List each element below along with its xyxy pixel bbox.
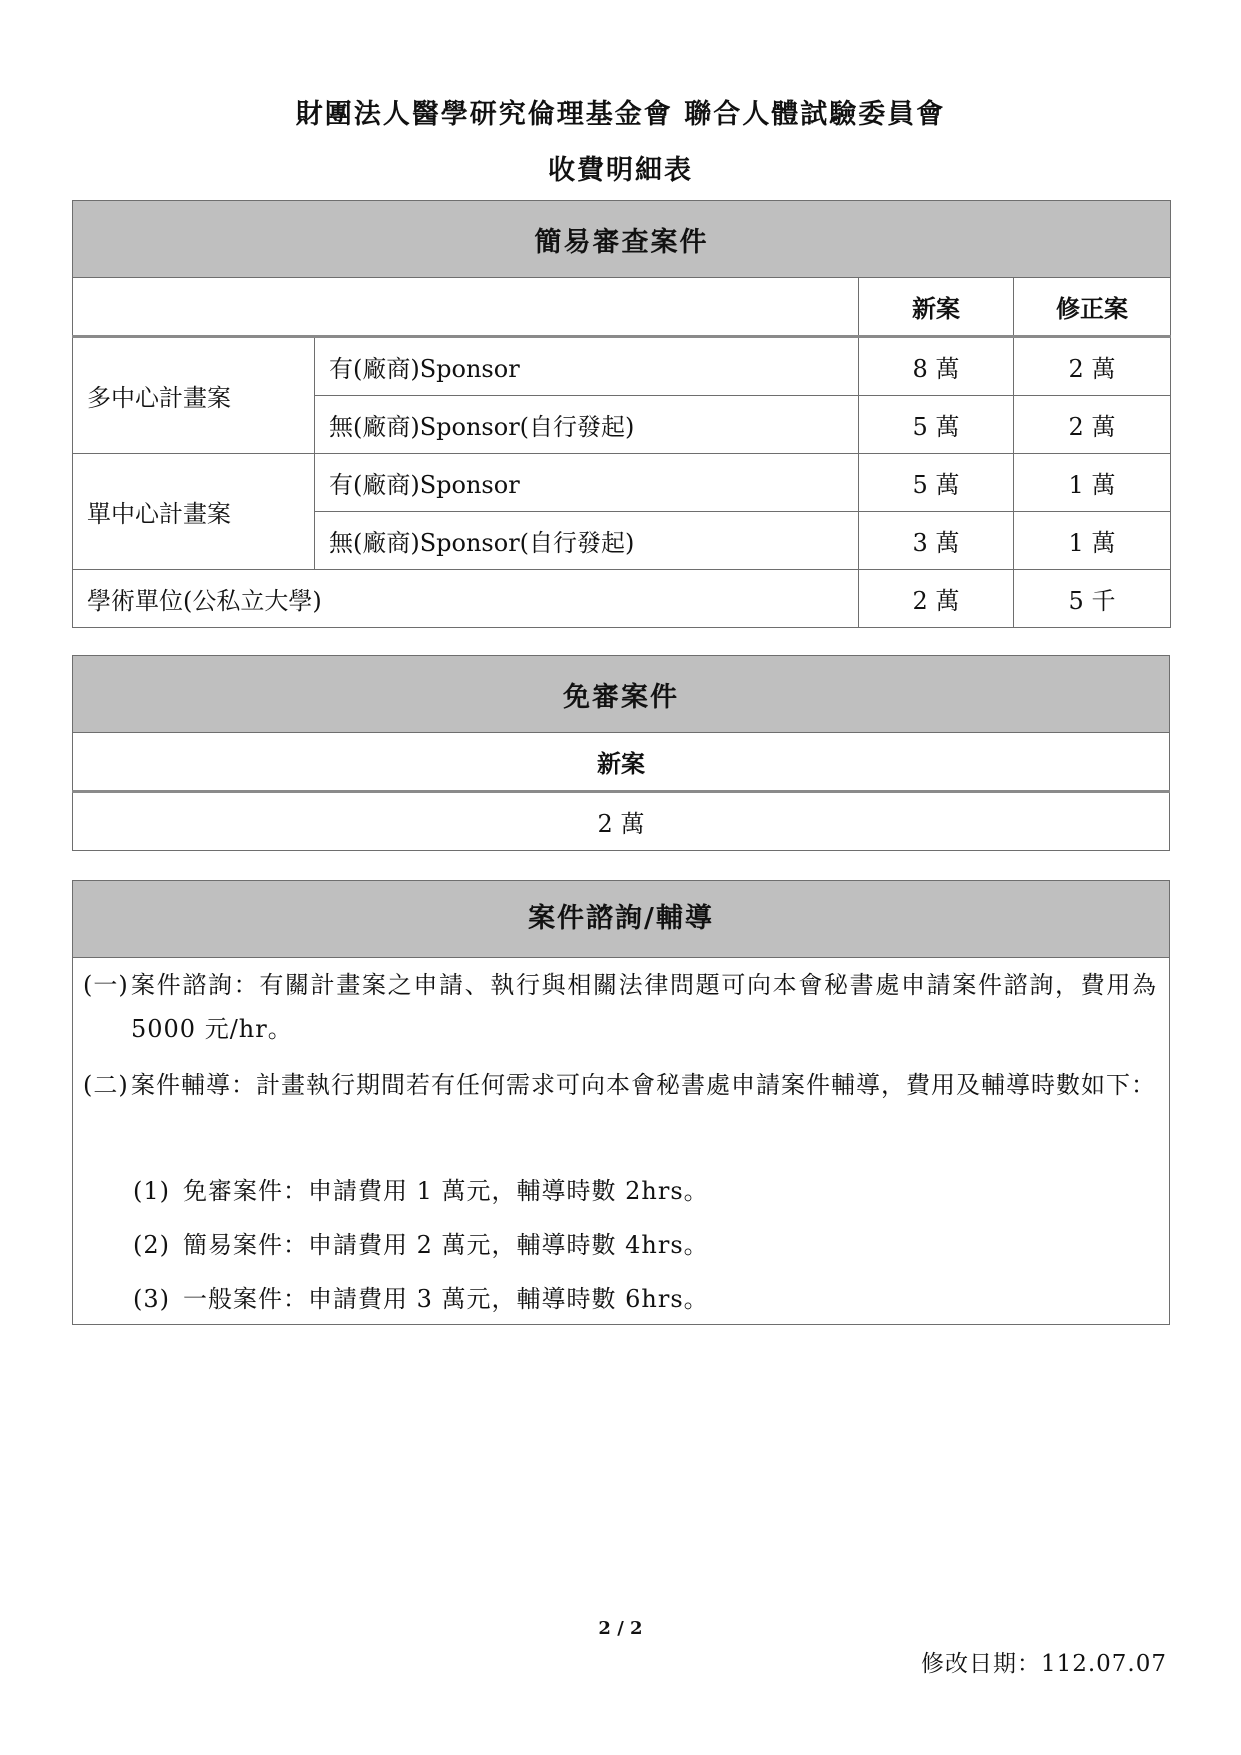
fee-amend: 1 萬: [1014, 454, 1171, 512]
fee-new: 8 萬: [859, 337, 1014, 396]
fee-amend: 2 萬: [1014, 337, 1171, 396]
item-marker: (二): [83, 1071, 129, 1099]
col-header-amend: 修正案: [1014, 278, 1171, 337]
fee-amend: 5 千: [1014, 570, 1171, 628]
consult-item: [83, 1063, 1157, 1107]
fee-amend: 2 萬: [1014, 396, 1171, 454]
fee-new: 2 萬: [859, 570, 1014, 628]
consultation-header: 案件諮詢/輔導: [73, 881, 1169, 958]
row-desc: 有(廠商)Sponsor: [315, 337, 859, 396]
sub-item-number: (1): [133, 1177, 170, 1205]
fee-amend: 1 萬: [1014, 512, 1171, 570]
sub-item: [133, 1279, 709, 1314]
item-marker: (一): [83, 971, 129, 999]
sub-item-text: 簡易案件：申請費用 2 萬元，輔導時數 4hrs。: [183, 1231, 709, 1259]
sub-item-number: (3): [133, 1285, 170, 1313]
fee-new: 5 萬: [859, 454, 1014, 512]
exempt-review-header: 免審案件: [73, 656, 1170, 733]
row-desc: 無(廠商)Sponsor(自行發起): [315, 512, 859, 570]
item-text: 案件諮詢：有關計畫案之申請、執行與相關法律問題可向本會秘書處申請案件諮詢，費用為 5000 元/hr。: [131, 971, 1157, 1043]
expedited-review-header: 簡易審查案件: [73, 201, 1171, 278]
fee-new: 5 萬: [859, 396, 1014, 454]
sub-item-text: 免審案件：申請費用 1 萬元，輔導時數 2hrs。: [183, 1177, 709, 1205]
row-academic-label: 學術單位(公私立大學): [73, 570, 859, 628]
row-desc: 有(廠商)Sponsor: [315, 454, 859, 512]
exempt-review-fee-table: [72, 655, 1170, 851]
consultation-section: [72, 880, 1170, 1325]
row-desc: 無(廠商)Sponsor(自行發起): [315, 396, 859, 454]
modified-date: 修改日期：112.07.07: [920, 1651, 1167, 1677]
col-header-new: 新案: [859, 278, 1014, 337]
sub-item: [133, 1225, 709, 1260]
document-title: 財團法人醫學研究倫理基金會 聯合人體試驗委員會: [295, 99, 946, 130]
group-label-single-center: 單中心計畫案: [73, 454, 315, 570]
exempt-col-header-new: 新案: [73, 733, 1170, 792]
consult-item: [83, 963, 1157, 1051]
page-number: 2 / 2: [598, 1618, 643, 1639]
fee-new: 3 萬: [859, 512, 1014, 570]
group-label-multicenter: 多中心計畫案: [73, 337, 315, 454]
empty-header-cell: [73, 278, 859, 337]
item-text: 案件輔導：計畫執行期間若有任何需求可向本會秘書處申請案件輔導，費用及輔導時數如下：: [131, 1071, 1156, 1099]
exempt-fee-new: 2 萬: [73, 792, 1170, 851]
expedited-review-fee-table: [72, 200, 1171, 628]
sub-item: [133, 1171, 709, 1206]
document-subtitle: 收費明細表: [548, 155, 693, 186]
sub-item-number: (2): [133, 1231, 170, 1259]
sub-item-text: 一般案件：申請費用 3 萬元，輔導時數 6hrs。: [183, 1285, 709, 1313]
